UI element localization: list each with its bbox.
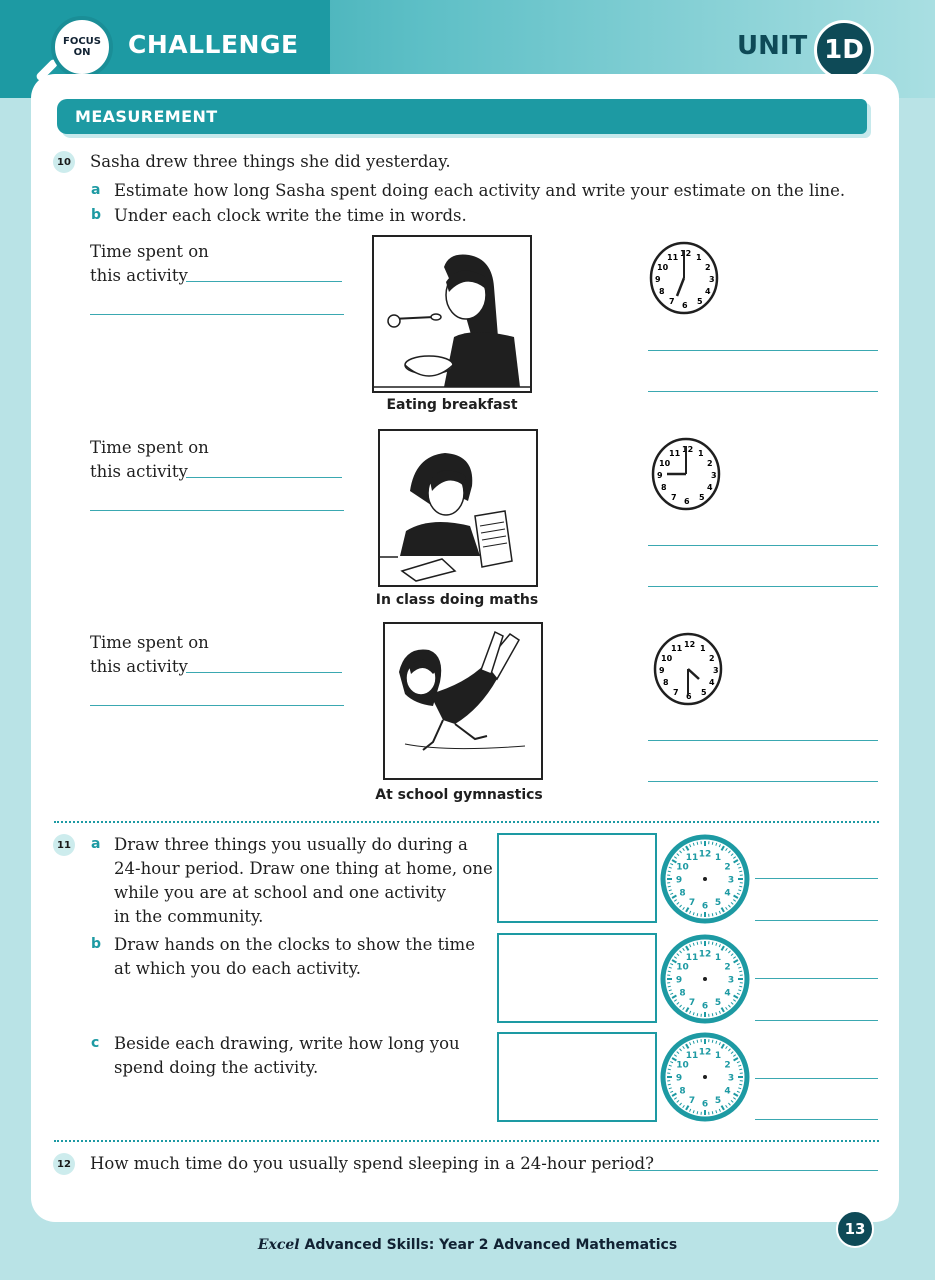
activity-picture: [378, 429, 538, 587]
svg-text:2: 2: [707, 459, 713, 468]
answer-line[interactable]: [648, 740, 878, 741]
part-letter: c: [91, 1035, 100, 1051]
svg-text:6: 6: [682, 301, 688, 310]
on-label: ON: [73, 47, 91, 58]
svg-text:7: 7: [688, 898, 696, 909]
activity-caption: At school gymnastics: [375, 787, 543, 803]
question-prompt: How much time do you usually spend sleeping in a 24-hour period?: [90, 1154, 654, 1173]
answer-line[interactable]: [755, 1020, 878, 1021]
svg-text:10: 10: [676, 962, 689, 973]
gymnastics-illustration: [385, 624, 541, 778]
svg-text:11: 11: [667, 253, 679, 262]
answer-line[interactable]: [648, 391, 878, 392]
part-letter: a: [91, 182, 101, 198]
svg-text:11: 11: [685, 1050, 699, 1061]
answer-line[interactable]: [648, 586, 878, 587]
activity-caption: In class doing maths: [375, 592, 539, 608]
time-label: Time spent on: [90, 438, 209, 457]
question-number: 12: [53, 1153, 75, 1175]
svg-text:9: 9: [675, 975, 683, 986]
blank-clock-icon[interactable]: [659, 933, 751, 1025]
part-text: Draw three things you usually do during a: [114, 835, 468, 854]
answer-line[interactable]: [755, 1119, 878, 1120]
svg-text:1: 1: [698, 449, 704, 458]
svg-text:2: 2: [724, 862, 731, 873]
time-label: this activity: [90, 462, 188, 481]
section-heading: [57, 99, 867, 134]
svg-text:10: 10: [661, 654, 673, 663]
answer-line[interactable]: [648, 545, 878, 546]
answer-line[interactable]: [186, 672, 342, 673]
unit-badge: 1D: [814, 20, 874, 80]
svg-text:8: 8: [663, 678, 669, 687]
answer-line[interactable]: [648, 781, 878, 782]
svg-text:2: 2: [724, 1060, 731, 1071]
clock-7-oclock-icon: [647, 240, 723, 318]
section-title: MEASUREMENT: [75, 107, 218, 126]
svg-text:12: 12: [698, 1047, 712, 1058]
answer-line[interactable]: [90, 705, 344, 706]
svg-text:8: 8: [679, 988, 686, 999]
question-number: 11: [53, 834, 75, 856]
svg-text:4: 4: [709, 678, 715, 687]
svg-text:12: 12: [682, 445, 694, 454]
question-divider: [54, 821, 879, 823]
svg-text:2: 2: [724, 962, 731, 973]
svg-text:8: 8: [661, 483, 667, 492]
part-letter: b: [91, 207, 102, 223]
part-text: Estimate how long Sasha spent doing each activity and write your estimate on the line.: [114, 181, 846, 200]
answer-line[interactable]: [90, 510, 344, 511]
svg-text:6: 6: [686, 692, 692, 701]
svg-text:3: 3: [709, 275, 715, 284]
svg-text:4: 4: [724, 1086, 731, 1097]
svg-text:6: 6: [684, 497, 690, 506]
part-letter: b: [91, 936, 102, 952]
answer-line[interactable]: [186, 477, 342, 478]
svg-text:9: 9: [657, 471, 663, 480]
svg-text:4: 4: [707, 483, 713, 492]
page-number: 13: [836, 1210, 874, 1248]
part-text: in the community.: [114, 907, 264, 926]
svg-text:7: 7: [688, 998, 696, 1009]
answer-line[interactable]: [755, 878, 878, 879]
svg-text:5: 5: [699, 493, 705, 502]
svg-text:8: 8: [659, 287, 665, 296]
svg-text:10: 10: [659, 459, 671, 468]
question-divider: [54, 1140, 879, 1142]
answer-line[interactable]: [755, 1078, 878, 1079]
svg-text:1: 1: [700, 644, 706, 653]
activity-picture: [383, 622, 543, 780]
part-text: Under each clock write the time in words.: [114, 206, 467, 225]
clock-half-past-four-icon: [651, 631, 727, 709]
question-number: 10: [53, 151, 75, 173]
focus-on-badge: [51, 16, 113, 78]
time-label: Time spent on: [90, 633, 209, 652]
svg-text:7: 7: [671, 493, 677, 502]
answer-line[interactable]: [755, 920, 878, 921]
svg-text:6: 6: [701, 901, 709, 912]
clock-9-oclock-icon: [649, 436, 725, 514]
svg-text:5: 5: [714, 998, 722, 1009]
svg-text:10: 10: [676, 862, 689, 873]
svg-text:5: 5: [714, 1096, 722, 1107]
part-text: while you are at school and one activity: [114, 883, 446, 902]
svg-text:12: 12: [698, 849, 712, 860]
maths-class-illustration: [380, 431, 536, 585]
part-text: 24-hour period. Draw one thing at home, one: [114, 859, 493, 878]
svg-text:3: 3: [727, 875, 735, 886]
svg-text:7: 7: [669, 297, 675, 306]
svg-text:9: 9: [659, 666, 665, 675]
unit-label: UNIT: [737, 31, 808, 61]
svg-text:10: 10: [657, 263, 669, 272]
part-text: Draw hands on the clocks to show the time: [114, 935, 475, 954]
svg-text:1: 1: [696, 253, 702, 262]
answer-line[interactable]: [186, 281, 342, 282]
svg-text:3: 3: [711, 471, 717, 480]
svg-text:5: 5: [714, 898, 722, 909]
focus-label: FOCUS: [63, 36, 101, 47]
svg-text:4: 4: [724, 888, 731, 899]
svg-text:9: 9: [675, 875, 683, 886]
svg-text:11: 11: [669, 449, 681, 458]
svg-text:4: 4: [724, 988, 731, 999]
svg-text:4: 4: [705, 287, 711, 296]
svg-text:12: 12: [680, 249, 692, 258]
answer-line[interactable]: [755, 978, 878, 979]
activity-picture: [372, 235, 532, 393]
time-label: this activity: [90, 657, 188, 676]
svg-text:11: 11: [685, 852, 699, 863]
svg-text:8: 8: [679, 1086, 686, 1097]
svg-text:6: 6: [701, 1099, 709, 1110]
svg-text:5: 5: [701, 688, 707, 697]
svg-text:9: 9: [675, 1073, 683, 1084]
svg-text:11: 11: [685, 952, 699, 963]
part-letter: a: [91, 836, 101, 852]
svg-text:7: 7: [688, 1096, 696, 1107]
footer-brand: Excel: [257, 1237, 300, 1253]
svg-text:12: 12: [684, 640, 696, 649]
svg-text:8: 8: [679, 888, 686, 899]
svg-text:3: 3: [727, 1073, 735, 1084]
blank-clock-icon[interactable]: [659, 1031, 751, 1123]
footer: [0, 1237, 935, 1253]
svg-text:11: 11: [671, 644, 683, 653]
answer-line[interactable]: [90, 314, 344, 315]
svg-text:3: 3: [727, 975, 735, 986]
drawing-box[interactable]: [497, 1032, 657, 1122]
drawing-box[interactable]: [497, 933, 657, 1023]
svg-text:2: 2: [709, 654, 715, 663]
answer-line[interactable]: [648, 350, 878, 351]
footer-title: Advanced Skills: Year 2 Advanced Mathematics: [304, 1237, 678, 1253]
part-text: spend doing the activity.: [114, 1058, 319, 1077]
svg-text:7: 7: [673, 688, 679, 697]
breakfast-illustration: [374, 237, 530, 391]
drawing-box[interactable]: [497, 833, 657, 923]
page-title: CHALLENGE: [128, 30, 299, 59]
answer-line[interactable]: [629, 1170, 878, 1171]
svg-text:3: 3: [713, 666, 719, 675]
part-text: at which you do each activity.: [114, 959, 362, 978]
svg-text:1: 1: [714, 952, 722, 963]
svg-text:10: 10: [676, 1060, 689, 1071]
part-text: Beside each drawing, write how long you: [114, 1034, 460, 1053]
blank-clock-icon[interactable]: [659, 833, 751, 925]
svg-text:12: 12: [698, 949, 712, 960]
svg-text:6: 6: [701, 1001, 709, 1012]
svg-text:1: 1: [714, 1050, 722, 1061]
svg-text:1: 1: [714, 852, 722, 863]
svg-text:5: 5: [697, 297, 703, 306]
time-label: Time spent on: [90, 242, 209, 261]
svg-text:9: 9: [655, 275, 661, 284]
question-prompt: Sasha drew three things she did yesterday.: [90, 152, 451, 171]
time-label: this activity: [90, 266, 188, 285]
activity-caption: Eating breakfast: [386, 397, 518, 413]
svg-text:2: 2: [705, 263, 711, 272]
